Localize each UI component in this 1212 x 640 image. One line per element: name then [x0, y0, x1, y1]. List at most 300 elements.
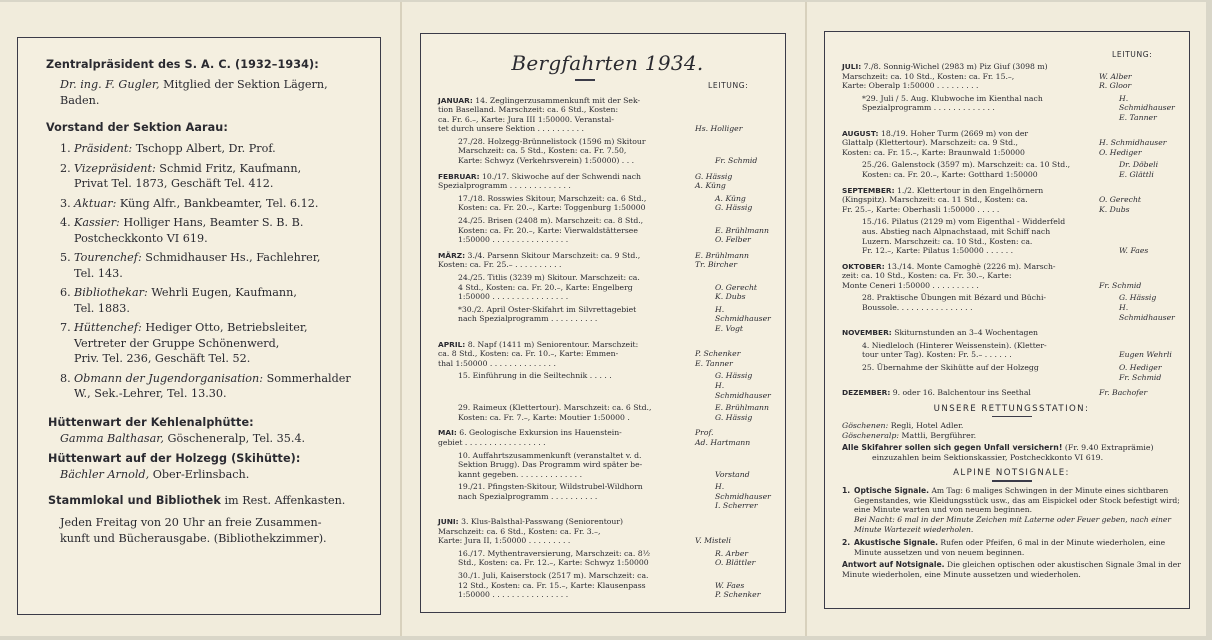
- tour-line: [458, 460, 711, 470]
- tour-leader: Vorstand: [715, 469, 750, 479]
- tour-text: [842, 62, 1095, 91]
- tour-month: MÄRZ:: [438, 250, 466, 260]
- board-member-line: Küng Alfr., Bankbeamter, Tel. 6.12.: [119, 196, 319, 210]
- tour-line-text: Kosten: ca. Fr. 20.–, Karte: Vierwaldstättersee: [458, 225, 638, 235]
- rescue-text: Regli, Hotel Adler.: [890, 421, 964, 431]
- tour-line: [438, 105, 691, 115]
- tour-leader: Fr. Schmid: [715, 156, 758, 166]
- tour-leader: E. Glättli: [1119, 169, 1154, 179]
- tour-month: SEPTEMBER:: [842, 185, 895, 195]
- tour-leader: Prof.: [695, 428, 714, 438]
- tour-line: [458, 283, 711, 293]
- tour-line: [438, 438, 691, 448]
- tour-line: [458, 451, 711, 461]
- tour-month: AUGUST:: [842, 128, 879, 138]
- tour-line-text: 3. Klus-Balsthal-Passwang (Seniorentour): [461, 517, 624, 527]
- tour-line-text: tour unter Tag). Kosten: Fr. 5.– . . . . . .: [862, 350, 1012, 360]
- tour-line-text: 30./1. Juli, Kaiserstock (2517 m). Marschzeit: ca.: [458, 571, 649, 581]
- tour-line: [862, 350, 1115, 360]
- tour-entry: [842, 186, 1181, 215]
- tour-line-text: tion Baselland. Marschzeit: ca. 6 Std., Kosten:: [438, 105, 619, 115]
- tour-leader: E. Tanner: [1119, 112, 1157, 122]
- rescue-place: Göschenen:: [842, 421, 889, 431]
- tour-line-text: tet durch unsere Sektion . . . . . . . . . .: [438, 124, 584, 134]
- tour-leaders: [1115, 160, 1181, 179]
- tour-line-text: 6. Geologische Exkursion ins Hauenstein-: [459, 428, 622, 438]
- tour-line-text: Karte: Oberalp 1:50000 . . . . . . . . .: [842, 81, 979, 91]
- board-member-details: [74, 285, 368, 316]
- board-member-number: 3.: [60, 196, 71, 210]
- tour-leader: [715, 137, 777, 147]
- tour-line: [862, 293, 1115, 303]
- tour-leader: W. Faes: [715, 580, 745, 590]
- tour-entry: [438, 273, 777, 302]
- signal-number: 1.: [842, 485, 851, 495]
- tour-leader: [695, 96, 777, 106]
- board-member: [60, 161, 368, 192]
- president-city: Baden.: [60, 93, 100, 107]
- tour-text: [438, 403, 711, 422]
- signal-number: 2.: [842, 537, 851, 547]
- tour-leader: E. Brühlmann: [695, 250, 749, 260]
- board-member: [60, 371, 368, 402]
- right-panel: [824, 31, 1190, 609]
- tour-leaders: [1095, 62, 1181, 91]
- board-member-line: Tel. 1883.: [74, 301, 130, 315]
- tour-line-text: 24./25. Brisen (2408 m). Marschzeit: ca. 8 Std.,: [458, 216, 644, 226]
- tour-line-text: 29. Raimeux (Klettertour). Marschzeit: ca. 6 Std.,: [458, 403, 652, 413]
- tour-line-text: zeit: ca. 10 Std., Kosten: ca. Fr. 30.–, Karte:: [842, 271, 1012, 281]
- tour-line: [862, 170, 1115, 180]
- tour-line: [842, 281, 1095, 291]
- tour-line: [438, 527, 691, 537]
- board-member-details: [74, 320, 368, 367]
- tour-leader: [715, 273, 777, 283]
- board-member-details: [74, 371, 368, 402]
- board-member-line: Vertreter der Gruppe Schönenwerd,: [74, 336, 280, 350]
- tour-entry: [438, 194, 777, 213]
- tour-line: [458, 549, 711, 559]
- board-member-line: Schmid Fritz, Kaufmann,: [159, 161, 302, 175]
- tour-leader: G. Hässig: [1119, 293, 1157, 303]
- tour-entry: [438, 251, 777, 270]
- tour-line: [438, 260, 691, 270]
- tour-leaders: [691, 428, 777, 447]
- rescue-list: [842, 421, 1181, 441]
- tour-leader: [715, 146, 777, 156]
- tour-leader: [715, 451, 777, 461]
- tour-line-text: 9. oder 16. Balchentour ins Seethal: [892, 388, 1031, 398]
- tour-leader: E. Brühlmann: [715, 403, 769, 413]
- tour-line: [438, 251, 691, 261]
- tour-line-text: Kosten: ca. Fr. 15.–, Karte: Braunwald 1:50000: [842, 147, 1025, 157]
- tour-leader: I. Scherrer: [715, 501, 758, 511]
- tour-line: [458, 203, 711, 213]
- tour-line: [438, 340, 691, 350]
- tour-line-text: Sektion Brugg). Das Programm wird später be-: [458, 460, 643, 470]
- library-info: [48, 493, 368, 509]
- tour-entry: [842, 328, 1181, 338]
- tour-text: [438, 451, 711, 480]
- tour-entry: [842, 293, 1181, 322]
- tour-line-text: aus. Abstieg nach Alpnachstaad, mit Schiff nach: [862, 226, 1051, 236]
- tour-line: [842, 81, 1095, 91]
- board-member-role: Hüttenchef:: [74, 321, 142, 334]
- tour-entry: [438, 172, 777, 191]
- tour-leader: P. Schenker: [715, 590, 761, 600]
- tour-line-text: Marschzeit: ca. 5 Std., Kosten: ca. Fr. 7.50,: [458, 146, 627, 156]
- tour-leader: [695, 340, 777, 350]
- tour-line-text: 17./18. Rosswies Skitour, Marschzeit: ca. 6 Std.,: [458, 193, 647, 203]
- tour-line: [458, 216, 711, 226]
- tour-text: [842, 328, 1095, 338]
- tour-text: [438, 251, 691, 270]
- tour-line: [862, 246, 1115, 256]
- rescue-line: [842, 431, 1181, 441]
- tour-line: [458, 305, 711, 315]
- tour-leader: [695, 105, 777, 115]
- board-member-line: Wehrli Eugen, Kaufmann,: [151, 286, 297, 299]
- board-member-number: 2.: [60, 161, 71, 175]
- rescue-text: Mattli, Bergführer.: [901, 431, 977, 441]
- tour-leader: Fr. Schmid: [1099, 280, 1142, 290]
- rescue-divider: [992, 416, 1032, 418]
- board-member: [60, 196, 368, 212]
- tour-line: [438, 517, 691, 527]
- tour-entry: [842, 217, 1181, 255]
- tour-line-text: 14. Zeglingerzusammenkunft mit der Sek-: [475, 95, 641, 105]
- hut2-rest: Ober-Erlinsbach.: [152, 468, 250, 481]
- tour-leader: E. Vogt: [715, 323, 743, 333]
- library-line-2: kunft und Bücherausgabe. (Bibliothekzimmer).: [60, 531, 327, 545]
- tour-line: [458, 581, 711, 591]
- tour-line: [862, 227, 1115, 237]
- tour-line-text: Kosten: ca. Fr. 20.–, Karte: Toggenburg 1:50000: [458, 203, 646, 213]
- tour-leader: H. Schmidhauser: [715, 304, 771, 324]
- tour-month: APRIL:: [438, 339, 466, 349]
- board-member-role: Vizepräsident:: [74, 161, 156, 175]
- tour-entry: [438, 549, 777, 568]
- fold-line-2: [805, 2, 807, 636]
- tour-line: [842, 328, 1095, 338]
- tour-text: [438, 428, 691, 447]
- tour-line-text: 15./16. Pilatus (2129 m) vom Eigenthal - Widderfeld: [862, 217, 1066, 227]
- tour-leader: E. Tanner: [695, 358, 733, 368]
- tour-leader: [715, 460, 777, 470]
- insurance-rest: (Fr. 9.40 Extraprämie): [1064, 443, 1154, 453]
- tour-line: [458, 292, 711, 302]
- tour-line-text: 13./14. Monte Camoghè (2226 m). Marsch-: [887, 261, 1056, 271]
- tour-leader: H. Schmidhauser: [1099, 138, 1167, 148]
- tour-leader: G. Hässig: [715, 203, 753, 213]
- fold-line-1: [400, 2, 402, 636]
- tour-line: [458, 470, 711, 480]
- tour-leaders: [711, 194, 777, 213]
- tour-leaders: [711, 451, 777, 480]
- tour-leaders: [1095, 388, 1181, 398]
- tour-line: [458, 137, 711, 147]
- tour-line: [862, 103, 1115, 113]
- tour-text: [842, 217, 1115, 255]
- hut2-name: Bächler Arnold,: [60, 468, 150, 481]
- tour-line-text: Kosten: ca. Fr. 7.–, Karte: Moutier 1:50000 .: [458, 412, 630, 422]
- leitung-label-right: LEITUNG:: [1112, 50, 1153, 59]
- president-name: Dr. ing. F. Gugler,: [60, 78, 160, 91]
- tour-entry: [438, 305, 777, 334]
- tour-line: [458, 492, 711, 502]
- tour-line: [458, 273, 711, 283]
- signal-rest: Am Tag: 6 maliges Schwingen in der Minute eines sichtbaren Gegenstandes, wie Kleidungsstück usw., das am Eispickel oder Stock befestigt wird; eine Minute warten und von neuem beginnen.: [854, 485, 1180, 515]
- tour-leader: [1119, 341, 1181, 351]
- middle-panel: [420, 33, 786, 613]
- board-member-details: [74, 161, 368, 192]
- tour-leaders: [691, 96, 777, 134]
- tour-line: [438, 536, 691, 546]
- tour-line: [458, 571, 711, 581]
- tour-line-text: (Kingspitz). Marschzeit: ca. 11 Std., Kosten: ca.: [842, 195, 1028, 205]
- tour-line-text: 28. Praktische Übungen mit Bézard und Büchi-: [862, 293, 1047, 303]
- tour-line: [862, 237, 1115, 247]
- tour-list-first-half: [438, 96, 777, 600]
- tour-line-text: 8. Napf (1411 m) Seniorentour. Marschzeit:: [467, 339, 639, 349]
- tour-month: NOVEMBER:: [842, 328, 892, 338]
- tour-leader: O. Blättler: [715, 558, 756, 568]
- board-member-line: Holliger Hans, Beamter S. B. B.: [123, 216, 304, 229]
- tour-entry: [438, 96, 777, 134]
- tour-line: [458, 226, 711, 236]
- tour-line-text: 18./19. Hoher Turm (2669 m) von der: [880, 128, 1029, 138]
- signal-body: [854, 538, 1181, 558]
- tour-month: MAI:: [438, 428, 457, 438]
- tour-line-text: 1:50000 . . . . . . . . . . . . . . . .: [458, 235, 569, 245]
- tour-line-text: ca. 8 Std., Kosten: ca. Fr. 10.–, Karte: Emmen-: [438, 349, 619, 359]
- tour-leader: G. Hässig: [695, 171, 733, 181]
- tour-text: [438, 194, 711, 213]
- tour-entry: [842, 129, 1181, 158]
- tour-leader: A. Küng: [695, 181, 726, 191]
- tour-leader: Eugen Wehrli: [1119, 350, 1172, 360]
- tour-entry: [842, 62, 1181, 91]
- tour-leaders: [1115, 94, 1181, 123]
- tour-month: DEZEMBER:: [842, 388, 891, 398]
- hut1-heading: Hüttenwart der Kehlenalphütte:: [48, 415, 254, 429]
- tour-leaders: [711, 482, 777, 511]
- tour-line: [862, 303, 1115, 313]
- tour-entry: [438, 428, 777, 447]
- tour-leader: [1099, 129, 1181, 139]
- page-title: Bergfahrten 1934.: [511, 51, 704, 75]
- tour-line: [438, 359, 691, 369]
- tour-text: [438, 340, 691, 369]
- tour-leader: [715, 216, 777, 226]
- tour-leader: H. Schmidhauser: [1119, 303, 1175, 322]
- rescue-line: [842, 421, 1181, 431]
- tour-line-text: 24./25. Titlis (3239 m) Skitour. Marschzeit: ca.: [458, 273, 640, 282]
- tour-line: [458, 590, 711, 600]
- tour-text: [438, 137, 711, 166]
- tour-text: [438, 216, 711, 245]
- tour-line-text: 10. Auffahrtszusammenkunft (veranstaltet v. d.: [458, 450, 642, 460]
- tour-entry: [842, 262, 1181, 291]
- tour-leaders: [1115, 341, 1181, 360]
- insurance-bold: Alle Skifahrer sollen sich gegen Unfall versichern!: [842, 443, 1063, 453]
- tour-line: [842, 186, 1095, 196]
- tour-line-text: 16./17. Mythentraversierung, Marschzeit: ca. 8½: [458, 548, 651, 558]
- answer-head: Antwort auf Notsignale.: [842, 560, 945, 570]
- tour-line: [458, 235, 711, 245]
- tour-leader: H. Schmidhauser: [715, 482, 771, 501]
- tour-line: [842, 148, 1095, 158]
- tour-line-text: Karte: Schwyz (Verkehrsverein) 1:50000) . . .: [458, 156, 635, 166]
- tour-leaders: [711, 371, 777, 400]
- tour-leader: [695, 517, 777, 527]
- tour-leader: [1119, 227, 1181, 237]
- board-member-line: Priv. Tel. 236, Geschäft Tel. 52.: [74, 352, 251, 365]
- tour-entry: [842, 363, 1181, 382]
- tour-line-text: Std., Kosten: ca. Fr. 12.–, Karte: Schwyz 1:50000: [458, 558, 649, 568]
- tour-line-text: 25. Übernahme der Skihütte auf der Holzegg: [862, 363, 1039, 373]
- board-member-number: 6.: [60, 286, 71, 299]
- tour-line: [438, 349, 691, 359]
- board-member-details: [74, 250, 368, 281]
- tour-line: [842, 129, 1095, 139]
- board-member: [60, 141, 368, 157]
- signal-item: [842, 486, 1181, 535]
- tour-leader: Ad. Hartmann: [695, 437, 751, 447]
- board-member-line: Schmidhauser Hs., Fachlehrer,: [145, 251, 321, 264]
- tour-line-text: kannt gegeben. . . . . . . . . . . . . .: [458, 469, 583, 479]
- president-heading: Zentralpräsident des S. A. C. (1932–1934):: [46, 58, 319, 71]
- board-member-role: Präsident:: [74, 142, 133, 155]
- tour-line: [842, 205, 1095, 215]
- tour-leaders: [1115, 217, 1181, 255]
- tour-text: [842, 129, 1095, 158]
- tour-leaders: [691, 517, 777, 546]
- tour-line: [438, 172, 691, 182]
- tour-month: FEBRUAR:: [438, 171, 480, 181]
- tour-text: [438, 549, 711, 568]
- tour-leaders: [711, 273, 777, 302]
- board-member: [60, 285, 368, 316]
- tour-line-text: Luzern. Marschzeit: ca. 10 Std., Kosten: ca.: [862, 236, 1033, 246]
- leitung-label: LEITUNG:: [708, 80, 749, 90]
- tour-leaders: [1115, 363, 1181, 382]
- tour-line-text: 1:50000 . . . . . . . . . . . . . . . .: [458, 590, 569, 600]
- tour-text: [438, 482, 711, 511]
- tour-entry: [438, 403, 777, 422]
- tour-line-text: *30./2. April Oster-Skifahrt im Silvrettagebiet: [458, 304, 637, 314]
- tour-line-text: 12 Std., Kosten: ca. Fr. 15.–, Karte: Klausenpass: [458, 580, 646, 590]
- board-member-line: Postcheckkonto VI 619.: [74, 231, 208, 245]
- tour-line: [458, 156, 711, 166]
- tour-leader: [695, 115, 777, 125]
- board-member-details: [74, 215, 368, 246]
- board-member-role: Tourenchef:: [74, 251, 142, 264]
- board-member-role: Bibliothekar:: [74, 286, 148, 299]
- tour-leader: O. Hediger: [1119, 363, 1162, 373]
- tour-leaders: [691, 340, 777, 369]
- tour-leaders: [1095, 262, 1181, 291]
- tour-line-text: gebiet . . . . . . . . . . . . . . . . .: [438, 437, 546, 447]
- tour-line: [842, 138, 1095, 148]
- tour-month: JULI:: [842, 62, 862, 71]
- tour-leaders: [1095, 186, 1181, 215]
- insurance-line-2: einzuzahlen beim Sektionskassier, Postcheckkonto VI 619.: [872, 453, 1104, 463]
- signal-rest: Rufen oder Pfeifen, 6 mal in der Minute wiederholen, eine Minute aussetzen und von neuem beginnen.: [854, 537, 1166, 557]
- board-member: [60, 215, 368, 246]
- tour-month: JANUAR:: [438, 95, 473, 105]
- tour-leaders: [1115, 293, 1181, 322]
- tour-leader: O. Hediger: [1099, 147, 1142, 157]
- tour-line: [862, 363, 1115, 373]
- answer-rest: Die gleichen optischen oder akustischen Signale 3mal in der Minute wiederholen, eine Minute aussetzen und wiederholen.: [842, 560, 1181, 580]
- tour-line-text: thal 1:50000 . . . . . . . . . . . . . .: [438, 358, 556, 368]
- left-panel: [17, 37, 381, 615]
- tour-line-text: Kosten: ca. Fr. 25.– . . . . . . . . . .: [438, 260, 562, 270]
- tour-line-text: 25./26. Galenstock (3597 m). Marschzeit: ca. 10 Std.,: [862, 160, 1071, 170]
- tour-line: [458, 558, 711, 568]
- board-member-number: 5.: [60, 251, 71, 264]
- signal-list: [842, 486, 1181, 558]
- tour-line-text: Fr. 12.–, Karte: Pilatus 1:50000 . . . . . .: [862, 246, 1014, 256]
- tour-line: [458, 314, 711, 324]
- tour-leader: O. Felber: [715, 235, 751, 245]
- tour-leader: Dr. Döbeli: [1119, 160, 1159, 170]
- board-member-role: Aktuar:: [74, 196, 117, 210]
- tour-line-text: 7./8. Sonnig-Wichel (2983 m) Piz Giuf (3098 m): [863, 62, 1048, 71]
- tour-line-text: 19./21. Pfingsten-Skitour, Wildstrubel-Wildhorn: [458, 482, 643, 492]
- tour-leader: G. Hässig: [715, 371, 753, 381]
- tour-line: [458, 403, 711, 413]
- tour-line-text: 27./28. Holzegg-Brünnelistock (1596 m) Skitour: [458, 136, 646, 146]
- tour-list-second-half: [842, 62, 1181, 398]
- tour-leader: [715, 571, 777, 581]
- tour-leader: W. Faes: [1119, 246, 1149, 256]
- tour-entry: [842, 94, 1181, 123]
- tour-text: [438, 571, 711, 600]
- tour-leaders: [711, 549, 777, 568]
- tour-text: [842, 363, 1115, 382]
- tour-entry: [438, 571, 777, 600]
- tour-entry: [842, 160, 1181, 179]
- tour-leader: O. Gerecht: [1099, 195, 1141, 205]
- tour-leaders: [711, 216, 777, 245]
- tour-line-text: nach Spezialprogramm . . . . . . . . . .: [458, 491, 598, 501]
- tour-leaders: [1095, 129, 1181, 158]
- tour-line-text: Fr. 25.–, Karte: Oberhasli 1:50000 . . . . .: [842, 204, 1000, 214]
- board-member-line: Privat Tel. 1873, Geschäft Tel. 412.: [74, 177, 274, 190]
- board-member-number: 4.: [60, 216, 71, 229]
- tour-entry: [438, 216, 777, 245]
- insurance-note: [842, 443, 1181, 463]
- rescue-title: UNSERE RETTUNGSSTATION:: [933, 403, 1090, 414]
- tour-text: [842, 388, 1095, 398]
- tour-line-text: Boussole. . . . . . . . . . . . . . . .: [862, 303, 973, 313]
- library-line-1: Jeden Freitag von 20 Uhr an freie Zusammen-: [60, 516, 322, 529]
- tour-line-text: 3./4. Parsenn Skitour Marschzeit: ca. 9 Std.,: [467, 250, 641, 260]
- tour-line: [458, 146, 711, 156]
- tour-text: [842, 160, 1115, 179]
- tour-line-text: Skiturnstunden an 3–4 Wochentagen: [894, 328, 1038, 338]
- tour-text: [842, 341, 1115, 360]
- tour-leader: [695, 527, 777, 537]
- tour-line-text: Monte Ceneri 1:50000 . . . . . . . . . .: [842, 280, 979, 290]
- tour-text: [842, 293, 1115, 322]
- tour-leader: Tr. Bircher: [695, 260, 738, 270]
- tour-leaders: [711, 571, 777, 600]
- tour-text: [842, 262, 1095, 291]
- tour-line-text: Marschzeit: ca. 10 Std., Kosten: ca. Fr. 15.–,: [842, 71, 1015, 81]
